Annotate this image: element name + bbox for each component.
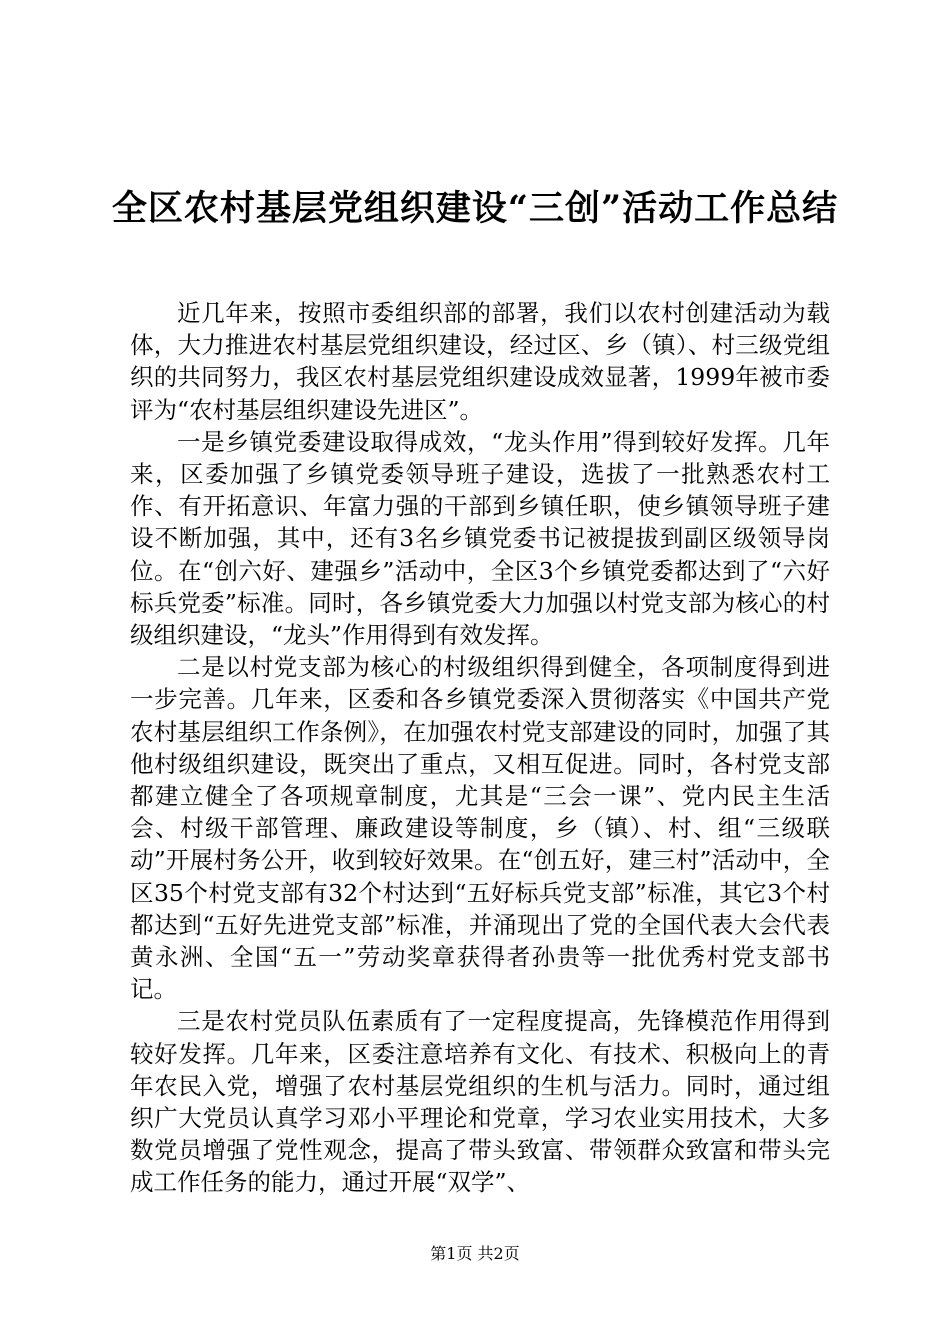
paragraph-point-three: 三是农村党员队伍素质有了一定程度提高，先锋模范作用得到较好发挥。几年来，区委注意培养有文化、有技术、积极向上的青年农民入党，增强了农村基层党组织的生机与活力。同时，通过组织广大党员认真学习邓小平理论和党章，学习农业实用技术，大多数党员增强了党性观念，提高了带头致富、带领群众致富和带头完成工作任务的能力，通过开展“双学”、 (130, 1007, 830, 1197)
paragraph-point-one: 一是乡镇党委建设取得成效，“龙头作用”得到较好发挥。几年来，区委加强了乡镇党委领导班子建设，选拔了一批熟悉农村工作、有开拓意识、年富力强的干部到乡镇任职，使乡镇领导班子建设不断加强，其中，还有3名乡镇党委书记被提拔到副区级领导岗位。在“创六好、建强乡”活动中，全区3个乡镇党委都达到了“六好标兵党委”标准。同时，各乡镇党委大力加强以村党支部为核心的村级组织建设，“龙头”作用得到有效发挥。 (130, 427, 830, 650)
page-number-footer: 第1页 共2页 (430, 1244, 520, 1263)
paragraph-point-two: 二是以村党支部为核心的村级组织得到健全，各项制度得到进一步完善。几年来，区委和各乡镇党委深入贯彻落实《中国共产党农村基层组织工作条例》，在加强农村党支部建设的同时，加强了其他村级组织建设，既突出了重点，又相互促进。同时，各村党支部都建立健全了各项规章制度，尤其是“三会一课”、党内民主生活会、村级干部管理、廉政建设等制度，乡（镇）、村、组“三级联动”开展村务公开，收到较好效果。在“创五好，建三村”活动中，全区35个村党支部有32个村达到“五好标兵党支部”标准，其它3个村都达到“五好先进党支部”标准，并涌现出了党的全国代表大会代表黄永洲、全国“五一”劳动奖章获得者孙贵等一批优秀村党支部书记。 (130, 653, 830, 1004)
document-body (130, 297, 830, 1199)
document-title: 全区农村基层党组织建设“三创”活动工作总结 (111, 188, 839, 229)
paragraph-intro: 近几年来，按照市委组织部的部署，我们以农村创建活动为载体，大力推进农村基层党组织建设，经过区、乡（镇）、村三级党组织的共同努力，我区农村基层党组织建设成效显著，1999年被市委评为“农村基层组织建设先进区”。 (130, 299, 830, 424)
